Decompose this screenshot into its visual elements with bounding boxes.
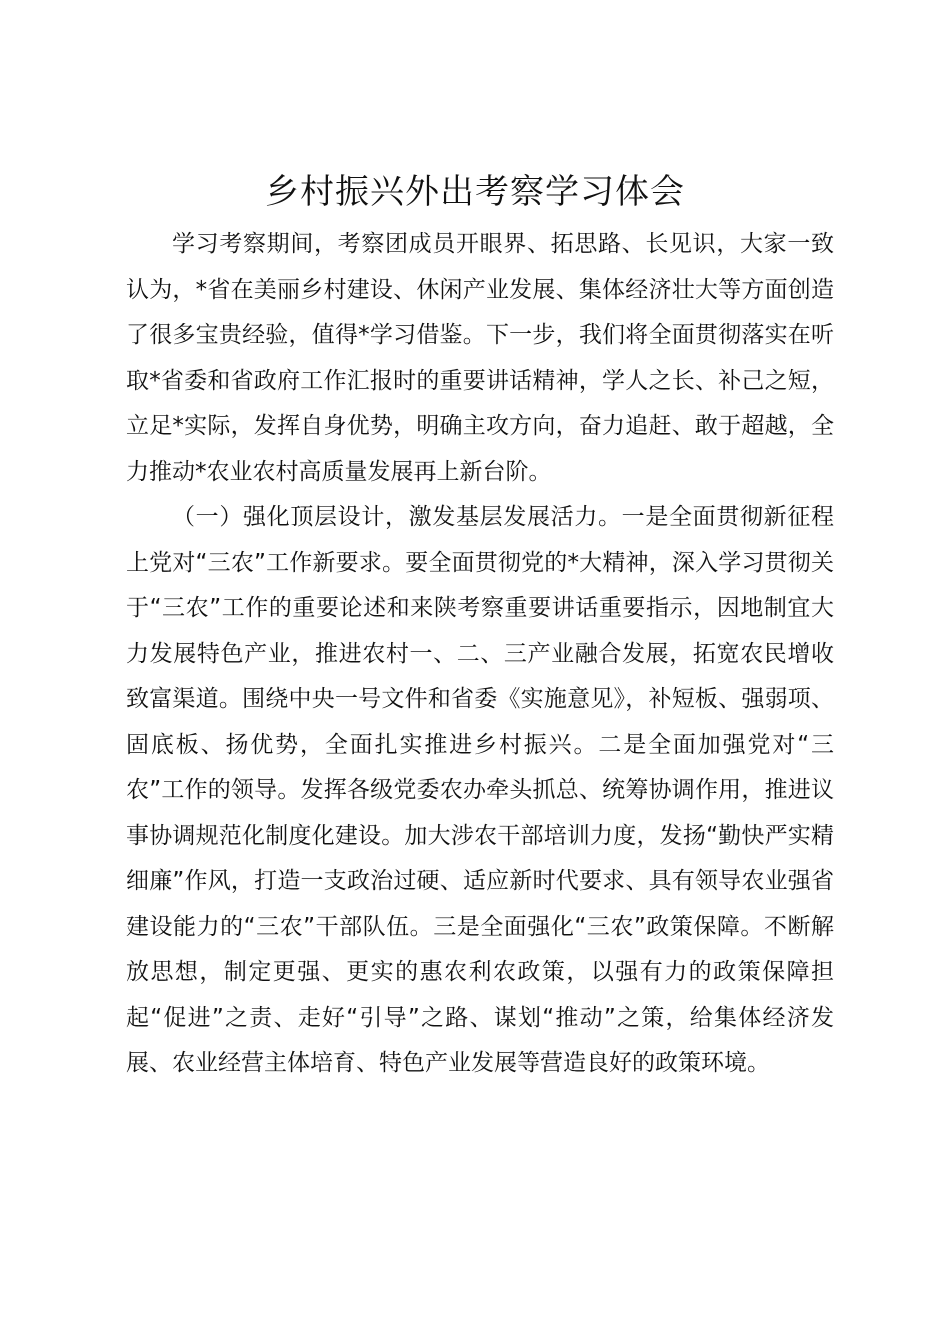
- document-body: [126, 222, 834, 1087]
- paragraph-intro: 学习考察期间，考察团成员开眼界、拓思路、长见识，大家一致认为，*省在美丽乡村建设、休闲产业发展、集体经济壮大等方面创造了很多宝贵经验，值得*学习借鉴。下一步，我们将全面贯彻落实在听取*省委和省政府工作汇报时的重要讲话精神，学人之长、补己之短，立足*实际，发挥自身优势，明确主攻方向，奋力追赶、敢于超越，全力推动*农业农村高质量发展再上新台阶。: [126, 231, 834, 485]
- paragraph-section-1: （一）强化顶层设计，激发基层发展活力。一是全面贯彻新征程上党对“三农”工作新要求。要全面贯彻党的*大精神，深入学习贯彻关于“三农”工作的重要论述和来陕考察重要讲话重要指示，因地制宜大力发展特色产业，推进农村一、二、三产业融合发展，拓宽农民增收致富渠道。围绕中央一号文件和省委《实施意见》，补短板、强弱项、固底板、扬优势，全面扎实推进乡村振兴。二是全面加强党对“三农”工作的领导。发挥各级党委农办牵头抓总、统筹协调作用，推进议事协调规范化制度化建设。加大涉农干部培训力度，发扬“勤快严实精细廉”作风，打造一支政治过硬、适应新时代要求、具有领导农业强省建设能力的“三农”干部队伍。三是全面强化“三农”政策保障。不断解放思想，制定更强、更实的惠农利农政策，以强有力的政策保障担起“促进”之责、走好“引导”之路、谋划“推动”之策，给集体经济发展、农业经营主体培育、特色产业发展等营造良好的政策环境。: [126, 504, 834, 1076]
- document-title: 乡村振兴外出考察学习体会: [265, 172, 685, 212]
